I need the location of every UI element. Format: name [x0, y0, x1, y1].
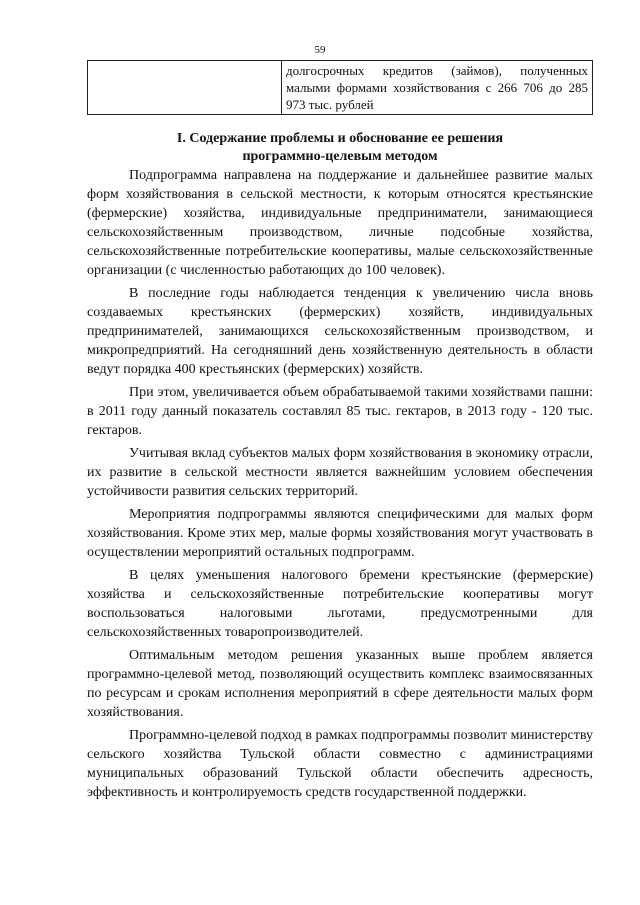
paragraph: Оптимальным методом решения указанных выше проблем является программно-целевой метод, позволяющий осуществить комплекс взаимосвязанных по ресурсам и срокам исполнения мероприятий в сфере деятельности малых форм хозяйствования. — [87, 648, 593, 720]
body-text — [87, 166, 593, 806]
table-cell-empty — [88, 61, 282, 115]
section-heading-line-1: I. Содержание проблемы и обоснование ее решения — [176, 131, 504, 146]
paragraph: В целях уменьшения налогового бремени крестьянские (фермерские) хозяйства и сельскохозяйственные потребительские кооперативы могут воспользоваться налоговыми льготами, предусмотренными для сельскохозяйственных товаропроизводителей. — [87, 568, 593, 640]
paragraph: В последние годы наблюдается тенденция к увеличению числа вновь создаваемых крестьянских (фермерских) хозяйств, индивидуальных предпринимателей, занимающихся сельскохозяйственным производством, и микропредприятий. На сегодняшний день хозяйственную деятельность в области ведут порядка 400 крестьянских (фермерских) хозяйств. — [87, 286, 593, 377]
paragraph: При этом, увеличивается объем обрабатываемой такими хозяйствами пашни: в 2011 году данный показатель составлял 85 тыс. гектаров, в 2013 году - 120 тыс. гектаров. — [87, 385, 593, 438]
section-heading — [87, 130, 593, 166]
table-cell-text: долгосрочных кредитов (займов), полученных малыми формами хозяйствования с 266 706 до 285 973 тыс. рублей — [282, 61, 593, 115]
table-row — [88, 61, 593, 115]
paragraph: Мероприятия подпрограммы являются специфическими для малых форм хозяйствования. Кроме этих мер, малые формы хозяйствования могут участвовать в осуществлении мероприятий остальных подпрограмм. — [87, 507, 593, 560]
section-heading-line-2: программно-целевым методом — [242, 149, 438, 164]
continuation-table — [87, 60, 593, 115]
paragraph: Подпрограмма направлена на поддержание и дальнейшее развитие малых форм хозяйствования в сельской местности, к которым относятся крестьянские (фермерские) хозяйства, индивидуальные предприниматели, занимающиеся сельскохозяйственным производством, личные подсобные хозяйства, сельскохозяйственные потребительские кооперативы, малые сельскохозяйственные организации (с численностью работающих до 100 человек). — [87, 168, 593, 278]
paragraph: Программно-целевой подход в рамках подпрограммы позволит министерству сельского хозяйства Тульской области совместно с администрациями муниципальных образований Тульской области обеспечить адресность, эффективность и контролируемость средств государственной поддержки. — [87, 728, 593, 800]
paragraph: Учитывая вклад субъектов малых форм хозяйствования в экономику отрасли, их развитие в сельской местности является важнейшим условием обеспечения устойчивости развития сельских территорий. — [87, 446, 593, 499]
page-number: 59 — [314, 44, 326, 56]
